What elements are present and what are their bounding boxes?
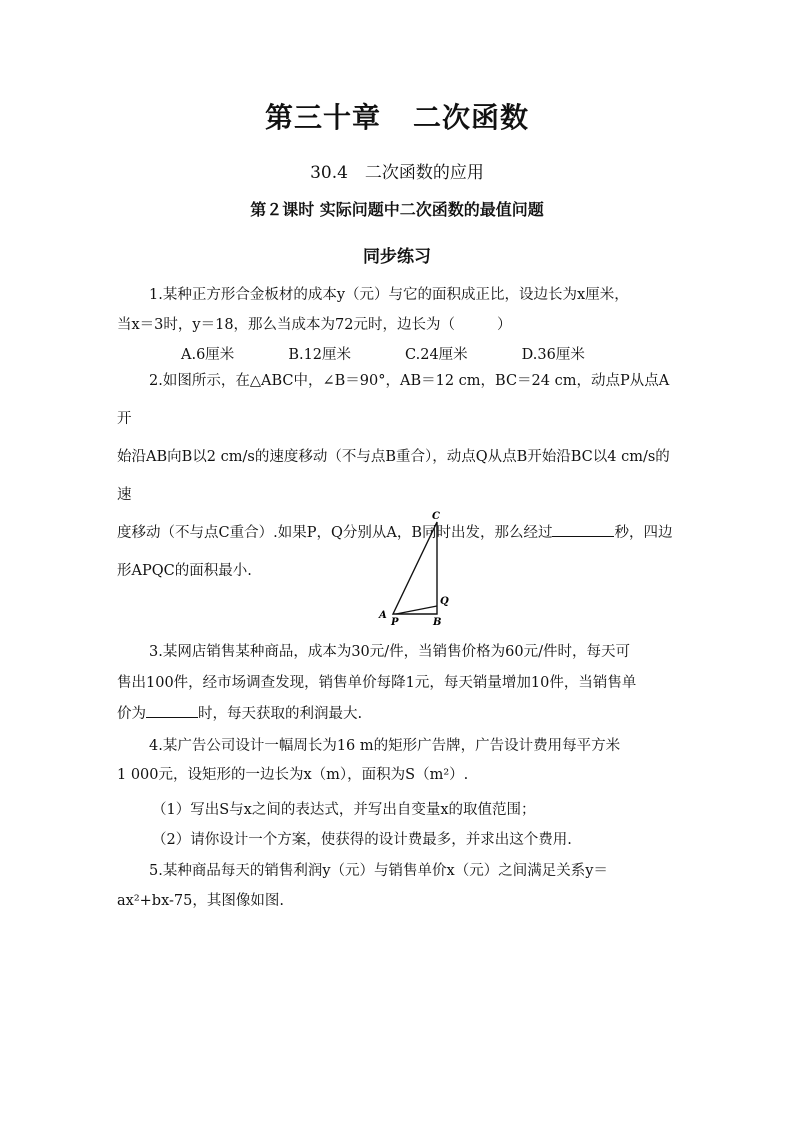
question-5 [117, 856, 682, 916]
question-2-line-2: 始沿AB向B以2 cm/s的速度移动（不与点B重合），动点Q从点B开始沿BC以4 cm/s的速 [117, 449, 670, 503]
question-3-line-1: 3.某网店销售某种商品，成本为30元/件，当销售价格为60元/件时，每天可 [149, 644, 631, 660]
label-c: C [432, 511, 440, 522]
option-c: C.24厘米 [405, 347, 468, 363]
question-4-part-2: （2）请你设计一个方案，使获得的设计费最多，并求出这个费用. [152, 832, 572, 848]
answer-blank [552, 520, 614, 537]
question-3 [117, 637, 682, 730]
label-q: Q [440, 596, 449, 607]
lesson-title: 第２课时 实际问题中二次函数的最值问题 [250, 200, 544, 219]
triangle-abc [393, 522, 437, 614]
question-4-subparts [152, 795, 692, 855]
label-p: P [391, 617, 399, 628]
option-d: D.36厘米 [521, 347, 585, 363]
question-5-line-1: 5.某种商品每天的销售利润y（元）与销售单价x（元）之间满足关系y＝ [149, 863, 608, 879]
question-4-part-1: （1）写出S与x之间的表达式，并写出自变量x的取值范围； [152, 802, 536, 818]
question-4-line-2: 1 000元，设矩形的一边长为x（m），面积为S（m²）. [117, 767, 469, 783]
question-2-line-1: 2.如图所示，在△ABC中，∠B＝90°，AB＝12 cm，BC＝24 cm，动点P从点A开 [117, 373, 670, 427]
triangle-figure [370, 508, 460, 628]
question-2-line-4: 形APQC的面积最小. [117, 563, 252, 579]
section-title: 30.4 二次函数的应用 [310, 163, 484, 183]
question-2-line-3: 度移动（不与点C重合）.如果P，Q分别从A，B同时出发，那么经过 秒，四边 [117, 514, 682, 552]
chapter-number: 第三十章 [264, 101, 381, 134]
question-4 [117, 732, 682, 790]
segment-pq [396, 606, 437, 614]
practice-heading: 同步练习 [363, 247, 431, 267]
question-1-line-1: 1.某种正方形合金板材的成本y（元）与它的面积成正比，设边长为x厘米， [149, 287, 629, 303]
question-5-line-2: ax²+bx-75，其图像如图. [117, 893, 284, 909]
option-b: B.12厘米 [288, 347, 352, 363]
label-b: B [433, 617, 442, 628]
chapter-topic: 二次函数 [413, 101, 530, 134]
answer-blank [146, 701, 198, 718]
label-a: A [379, 610, 387, 621]
question-1 [117, 280, 682, 370]
question-3-line-2: 售出100件，经市场调查发现，销售单价每降1元，每天销量增加10件，当销售单 [117, 675, 637, 691]
question-4-line-1: 4.某广告公司设计一幅周长为16 m的矩形广告牌，广告设计费用每平方米 [149, 738, 621, 754]
chapter-title [0, 96, 794, 136]
question-3-line-3: 价为 时，每天获取的利润最大. [117, 699, 682, 730]
question-1-line-2: 当x＝3时，y＝18，那么当成本为72元时，边长为（ ） [117, 317, 512, 333]
option-a: A.6厘米 [181, 347, 235, 363]
